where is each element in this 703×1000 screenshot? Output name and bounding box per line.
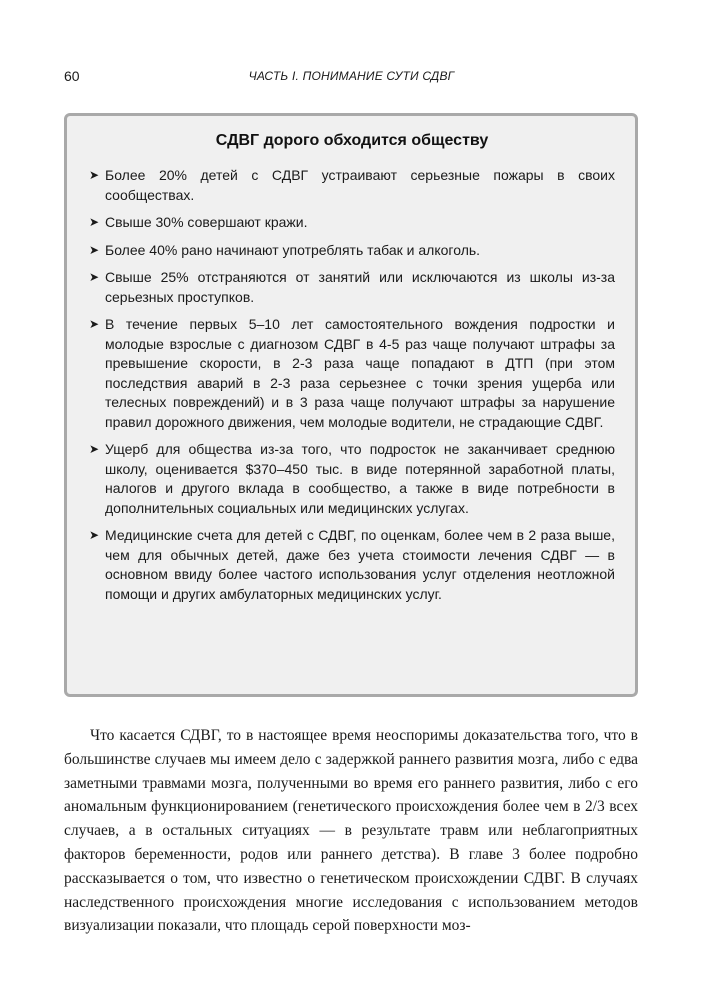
body-paragraph: Что касается СДВГ, то в настоящее время неоспоримы доказательства того, что в большинстве случаев мы имеем дело с задержкой раннего развития мозга, либо с едва заметными травмами мозга, полученными во время его раннего развития, либо с его аномальным функционированием (генетического происхождения более чем в 2/3 всех случаев, а в остальных ситуациях — в результате травм или неблагоприятных факторов беременности, родов или раннего детства). В главе 3 более подробно рассказывается о том, что известно о генетическом происхождении СДВГ. В случаях наследственного происхождения многие исследования с использованием методов визуализации показали, что площадь серой поверхности моз- — [64, 727, 638, 935]
arrowhead-icon: ➤ — [89, 442, 100, 456]
list-item-text: Медицинские счета для детей с СДВГ, по оценкам, более чем в 2 раза выше, чем для обычных детей, даже без учета стоимости лечения СДВГ — в основном ввиду более частого использования услуг отделения неотложной помощи и других амбулаторных медицинских услуг. — [105, 527, 615, 602]
list-item — [89, 166, 615, 205]
arrowhead-icon: ➤ — [89, 528, 100, 542]
list-item-text: В течение первых 5–10 лет самостоятельного вождения подростки и молодые взрослые с диагнозом СДВГ в 4-5 раз чаще получают штрафы за превышение скорости, в 2-3 раза чаще попадают в ДТП (при этом последствия аварий в 2-3 раза серьезнее с точки зрения ущерба или телесных повреждений) и в 3 раза чаще получают штрафы за нарушение правил дорожного движения, чем молодые водители, не страдающие СДВГ. — [105, 316, 615, 430]
arrowhead-icon: ➤ — [89, 168, 100, 182]
running-head: ЧАСТЬ I. ПОНИМАНИЕ СУТИ СДВГ — [248, 69, 455, 83]
list-item-text: Свыше 25% отстраняются от занятий или исключаются из школы из-за серьезных проступков. — [105, 269, 615, 305]
arrowhead-icon: ➤ — [89, 215, 100, 229]
list-item-text: Более 20% детей с СДВГ устраивают серьезные пожары в своих сообществах. — [105, 167, 615, 203]
list-item — [89, 268, 615, 307]
page-number: 60 — [64, 68, 80, 84]
list-item — [89, 526, 615, 604]
list-item — [89, 213, 615, 233]
page-header — [64, 68, 639, 88]
arrowhead-icon: ➤ — [89, 317, 100, 331]
list-item-text: Свыше 30% совершают кражи. — [105, 214, 308, 230]
list-item — [89, 440, 615, 518]
arrowhead-icon: ➤ — [89, 242, 100, 257]
bullet-list — [89, 166, 615, 604]
list-item-text: Более 40% рано начинают употреблять табак и алкоголь. — [105, 241, 481, 258]
arrowhead-icon: ➤ — [89, 270, 100, 284]
sidebar-box — [64, 113, 638, 697]
list-item — [89, 241, 615, 261]
list-item-text: Ущерб для общества из-за того, что подросток не заканчивает среднюю школу, оценивается $370–450 тыс. в виде потерянной заработной платы, налогов и другого вклада в сообщество, а также в виде потребности в дополнительных социальных или медицинских услугах. — [105, 441, 615, 516]
box-title: СДВГ дорого обходится обществу — [215, 132, 489, 149]
list-item — [89, 315, 615, 432]
